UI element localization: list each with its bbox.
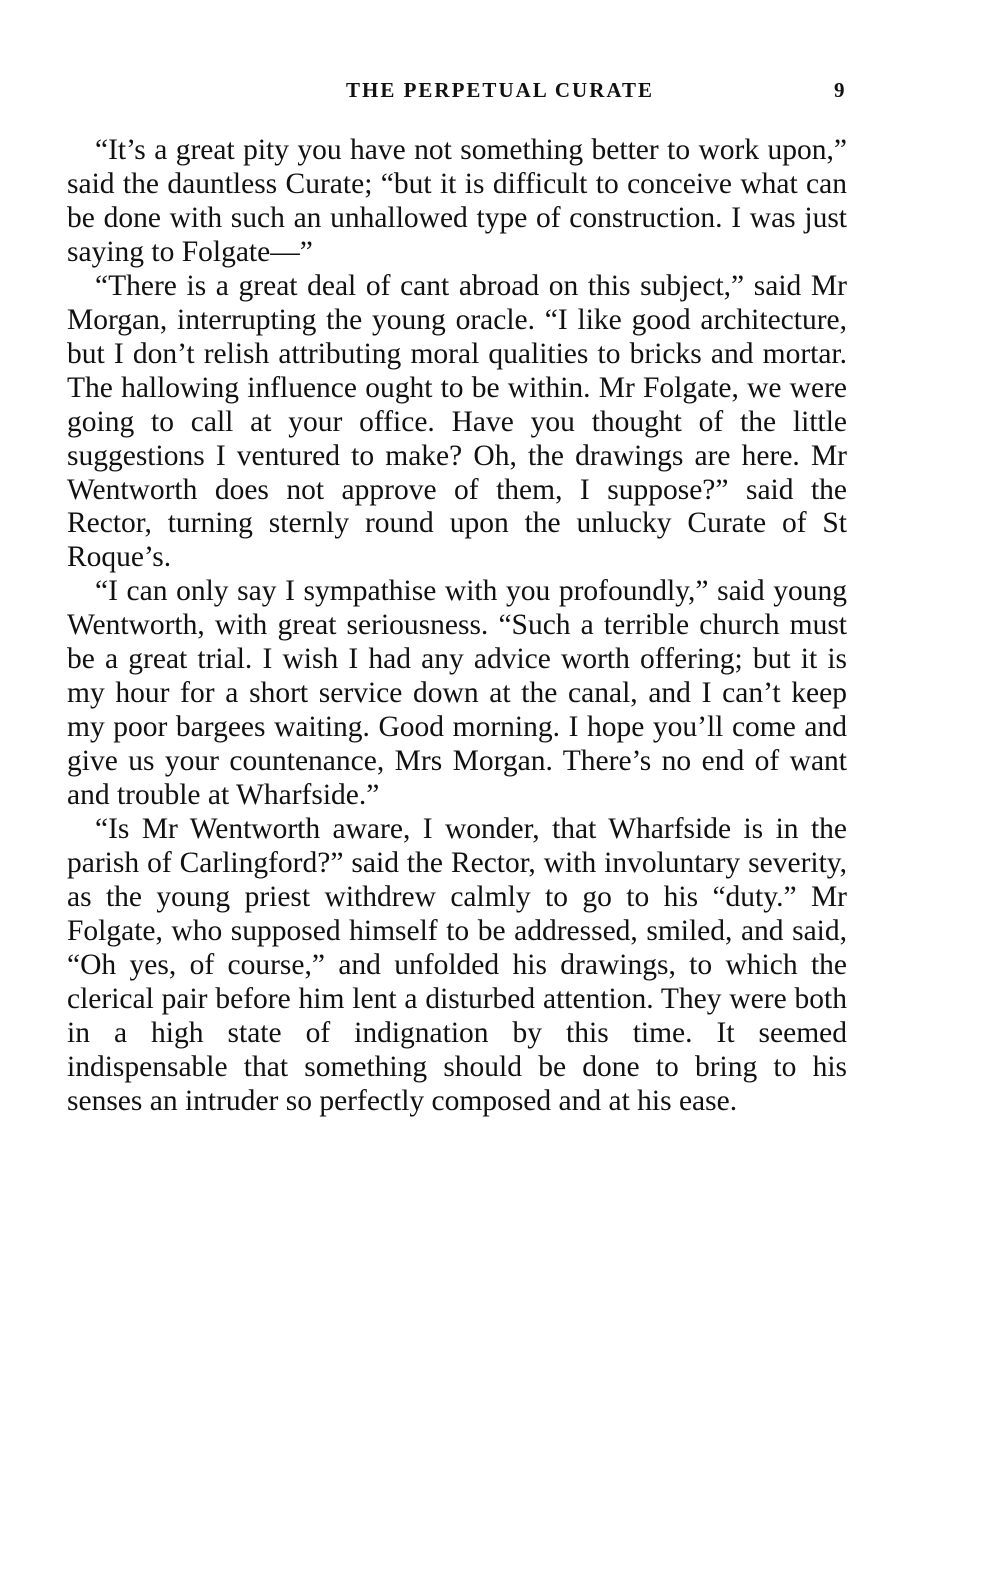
body-text [67, 134, 847, 1119]
paragraph: “It’s a great pity you have not something better to work upon,” said the dauntless Curate; “but it is difficult to conceive what can be done with such an unhallowed type of construction. I was just saying to Folgate—” [67, 134, 847, 268]
running-header [0, 78, 1000, 104]
paragraph: “Is Mr Wentworth aware, I wonder, that Wharfside is in the parish of Carlingford?” said the Rector, with involuntary severity, as the young priest withdrew calmly to go to his “duty.” Mr Folgate, who supposed himself to be addressed, smiled, and said, “Oh yes, of course,” and unfolded his drawings, to which the clerical pair before him lent a disturbed attention. They were both in a high state of indignation by this time. It seemed indispensable that something should be done to bring to his senses an intruder so perfectly composed and at his ease. [67, 813, 847, 1117]
paragraph: “There is a great deal of cant abroad on this subject,” said Mr Morgan, interrupting the young oracle. “I like good architecture, but I don’t relish attributing moral qualities to bricks and mortar. The hallowing influence ought to be within. Mr Folgate, we were going to call at your office. Have you thought of the little suggestions I ventured to make? Oh, the drawings are here. Mr Wentworth does not approve of them, I suppose?” said the Rector, turning sternly round upon the unlucky Curate of St Roque’s. [67, 269, 847, 574]
running-title: THE PERPETUAL CURATE [346, 78, 654, 102]
paragraph: “I can only say I sympathise with you profoundly,” said young Wentworth, with great seriousness. “Such a terrible church must be a great trial. I wish I had any advice worth offering; but it is my hour for a short service down at the canal, and I can’t keep my poor bargees waiting. Good morning. I hope you’ll come and give us your countenance, Mrs Morgan. There’s no end of want and trouble at Wharfside.” [67, 575, 847, 812]
page-number: 9 [834, 78, 845, 102]
